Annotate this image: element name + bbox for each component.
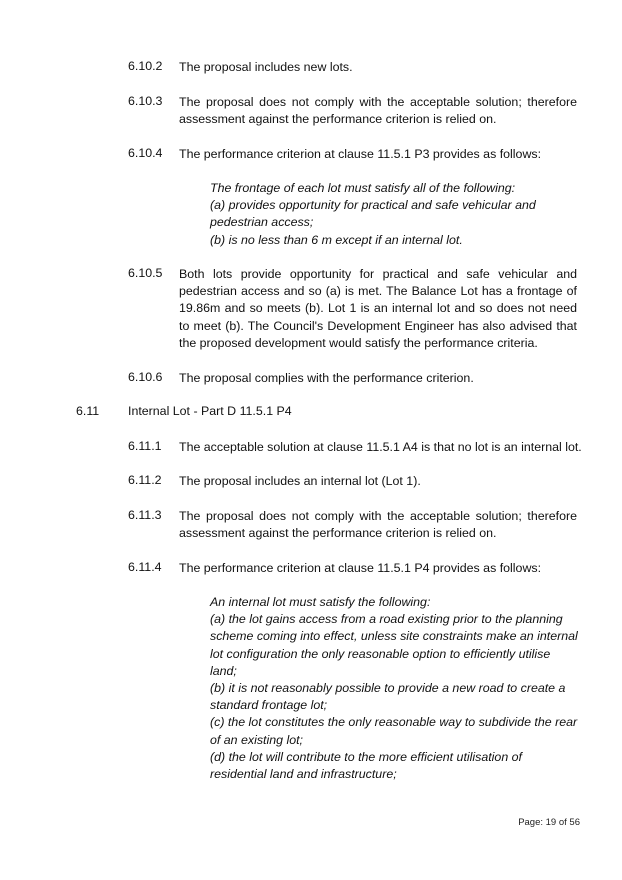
clause-text: The acceptable solution at clause 11.5.1 A4 is that no lot is an internal lot. — [179, 440, 582, 454]
quoted-criterion — [210, 180, 578, 249]
quote-line: (b) is no less than 6 m except if an internal lot. — [210, 232, 463, 247]
clause-number: 6.10.4 — [128, 146, 163, 160]
clause-text: The proposal complies with the performance criterion. — [179, 371, 474, 385]
clause-text: Both lots provide opportunity for practical and safe vehicular and pedestrian access and so (a) is met. The Balance Lot has a frontage of 19.86m and so meets (b). Lot 1 is an internal lot and so does not need to meet (b). The Council's Development Engineer has also advised that the proposed development would satisfy the performance criteria. — [179, 267, 577, 350]
clause-text: The proposal does not comply with the acceptable solution; therefore assessment against the performance criterion is relied on. — [179, 95, 577, 127]
clause-number: 6.10.2 — [128, 59, 163, 73]
page-number: Page: 19 of 56 — [518, 817, 580, 828]
clause-number: 6.11.1 — [128, 439, 162, 453]
quote-line: (c) the lot constitutes the only reasonable way to subdivide the rear of an existing lot; — [210, 715, 578, 747]
quote-line: (a) the lot gains access from a road existing prior to the planning scheme coming into effect, unless site constraints make an internal lot configuration the only reasonable option to efficiently utilise land; — [210, 612, 578, 678]
quote-line: (b) it is not reasonably possible to provide a new road to create a standard frontage lot; — [210, 681, 566, 713]
clause-number: 6.11.4 — [128, 560, 162, 574]
quoted-criterion — [210, 594, 578, 783]
quote-line: (d) the lot will contribute to the more efficient utilisation of residential land and infrastructure; — [210, 749, 522, 782]
clause-text: The performance criterion at clause 11.5.1 P3 provides as follows: — [179, 147, 542, 161]
section-title: Internal Lot - Part D 11.5.1 P4 — [128, 404, 292, 418]
clause-number: 6.10.3 — [128, 94, 163, 108]
quote-line: An internal lot must satisfy the following: — [210, 595, 431, 609]
section-number: 6.11 — [76, 404, 100, 418]
quote-line: (a) provides opportunity for practical and safe vehicular and pedestrian access; — [210, 198, 536, 230]
clause-number: 6.11.2 — [128, 473, 162, 487]
clause-text: The proposal includes an internal lot (Lot 1). — [179, 474, 421, 488]
clause-number: 6.10.5 — [128, 266, 163, 280]
clause-text: The proposal does not comply with the acceptable solution; therefore assessment against the performance criterion is relied on. — [179, 509, 577, 541]
clause-number: 6.11.3 — [128, 508, 162, 522]
clause-number: 6.10.6 — [128, 370, 163, 384]
clause-text: The performance criterion at clause 11.5.1 P4 provides as follows: — [179, 561, 542, 575]
clause-text: The proposal includes new lots. — [179, 60, 353, 74]
quote-line: The frontage of each lot must satisfy all of the following: — [210, 181, 516, 195]
